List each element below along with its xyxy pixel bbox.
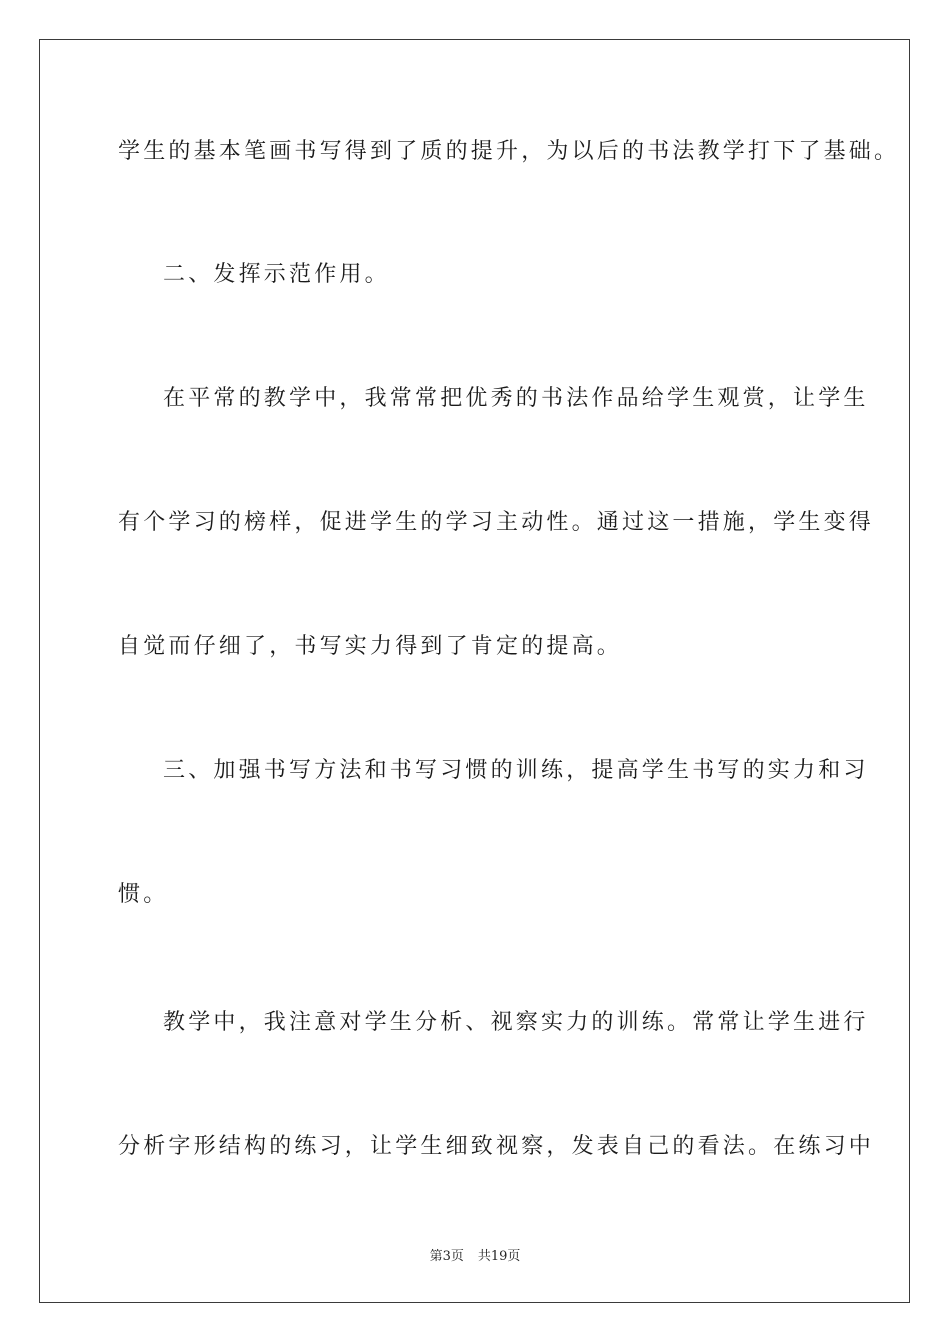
heading-2: 二、发挥示范作用。	[163, 262, 390, 287]
text-line-8: 教学中，我注意对学生分析、视察实力的训练。常常让学生进行	[163, 1010, 869, 1035]
page-border	[39, 39, 910, 1303]
text-line-4: 有个学习的榜样，促进学生的学习主动性。通过这一措施，学生变得	[118, 510, 875, 535]
text-line-3: 在平常的教学中，我常常把优秀的书法作品给学生观赏，让学生	[163, 386, 869, 411]
page-footer	[0, 1248, 950, 1266]
page-total: 共19页	[477, 1249, 521, 1264]
text-line-7: 惯。	[118, 882, 169, 907]
text-line-5: 自觉而仔细了，书写实力得到了肯定的提高。	[118, 634, 623, 659]
heading-3: 三、加强书写方法和书写习惯的训练，提高学生书写的实力和习	[163, 758, 869, 783]
page-number: 第3页	[429, 1249, 464, 1264]
text-line-9: 分析字形结构的练习，让学生细致视察，发表自己的看法。在练习中	[118, 1134, 875, 1159]
text-line-1: 学生的基本笔画书写得到了质的提升，为以后的书法教学打下了基础。	[118, 139, 900, 164]
